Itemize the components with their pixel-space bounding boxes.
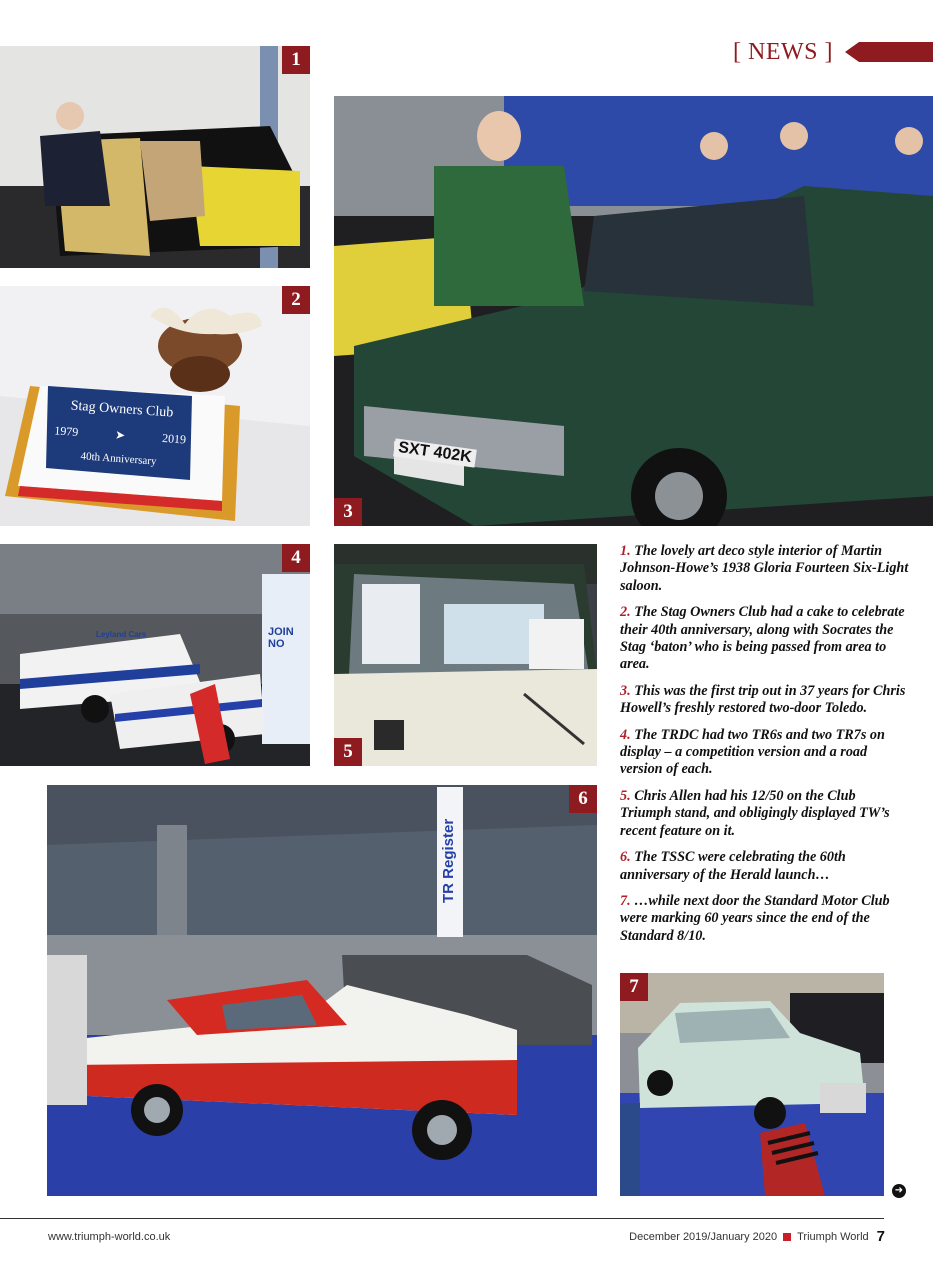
page-number: 7 (876, 1228, 885, 1245)
cake-club-name: Stag Owners Club (70, 398, 174, 421)
photo-2 (0, 286, 310, 526)
caption-2 (620, 604, 910, 674)
caption-6 (620, 849, 910, 884)
photo-number-3: 3 (334, 498, 362, 526)
footer-rule (0, 1218, 884, 1219)
caption-number-3: 3. (620, 682, 631, 699)
caption-number-7: 7. (620, 892, 631, 909)
cake-text (47, 393, 192, 483)
join-banner: JOIN NO (268, 626, 294, 650)
photo-number-4: 4 (282, 544, 310, 572)
footer-magazine: Triumph World (797, 1230, 869, 1243)
photo-3 (334, 96, 933, 526)
photo-number-6: 6 (569, 785, 597, 813)
photo-6 (47, 785, 597, 1196)
cake-year-right: 2019 (161, 430, 187, 447)
caption-number-4: 4. (620, 726, 631, 743)
caption-text-7: …while next door the Standard Motor Club were marking 60 years since the end of the Standard 8/10. (620, 892, 890, 944)
cake-year-left: 1979 (53, 423, 79, 440)
caption-5 (620, 788, 910, 840)
caption-4 (620, 727, 910, 779)
photo-1 (0, 46, 310, 268)
caption-text-5: Chris Allen had his 12/50 on the Club Triumph stand, and obligingly displayed TW’s recent feature on it. (620, 787, 890, 839)
caption-number-1: 1. (620, 543, 631, 559)
caption-text-3: This was the first trip out in 37 years for Chris Howell’s freshly restored two-door Toledo. (620, 682, 906, 717)
stag-icon: ➤ (114, 427, 126, 443)
caption-number-5: 5. (620, 787, 631, 804)
photo-number-2: 2 (282, 286, 310, 314)
caption-number-6: 6. (620, 849, 631, 866)
licence-plate-3: SXT 402K (393, 438, 477, 467)
caption-text-6: The TSSC were celebrating the 60th anniversary of the Herald launch… (620, 849, 846, 883)
caption-number-2: 2. (620, 604, 631, 621)
caption-column (620, 543, 910, 954)
caption-text-1: The lovely art deco style interior of Martin Johnson-Howe’s 1938 Gloria Fourteen Six-Light saloon. (620, 543, 909, 594)
footer-issue-info (629, 1228, 885, 1245)
cake-anniversary: 40th Anniversary (80, 450, 157, 468)
photo-7 (620, 973, 884, 1196)
tr-register-banner: TR Register (440, 818, 457, 904)
photo-number-7: 7 (620, 973, 648, 1001)
photo-number-5: 5 (334, 738, 362, 766)
photo-4 (0, 544, 310, 766)
section-label: [ NEWS ] (733, 38, 833, 65)
footer-square-icon (783, 1233, 791, 1241)
footer-website[interactable]: www.triumph-world.co.uk (48, 1231, 171, 1243)
section-arrow-bar (845, 42, 933, 62)
caption-1 (620, 543, 910, 595)
continue-arrow-icon[interactable]: ➜ (892, 1184, 906, 1198)
leyland-decal: Leyland Cars (96, 630, 147, 639)
photo-number-1: 1 (282, 46, 310, 74)
photo-5 (334, 544, 597, 766)
footer-issue-date: December 2019/January 2020 (629, 1230, 778, 1243)
section-header (733, 36, 933, 68)
caption-7 (620, 893, 910, 945)
caption-text-2: The Stag Owners Club had a cake to celebrate their 40th anniversary, along with Socrates the Stag ‘baton’ who is being passed from area to area. (620, 604, 905, 673)
caption-text-4: The TRDC had two TR6s and two TR7s on display – a competition version and a road version of each. (620, 726, 885, 778)
caption-3 (620, 683, 910, 718)
